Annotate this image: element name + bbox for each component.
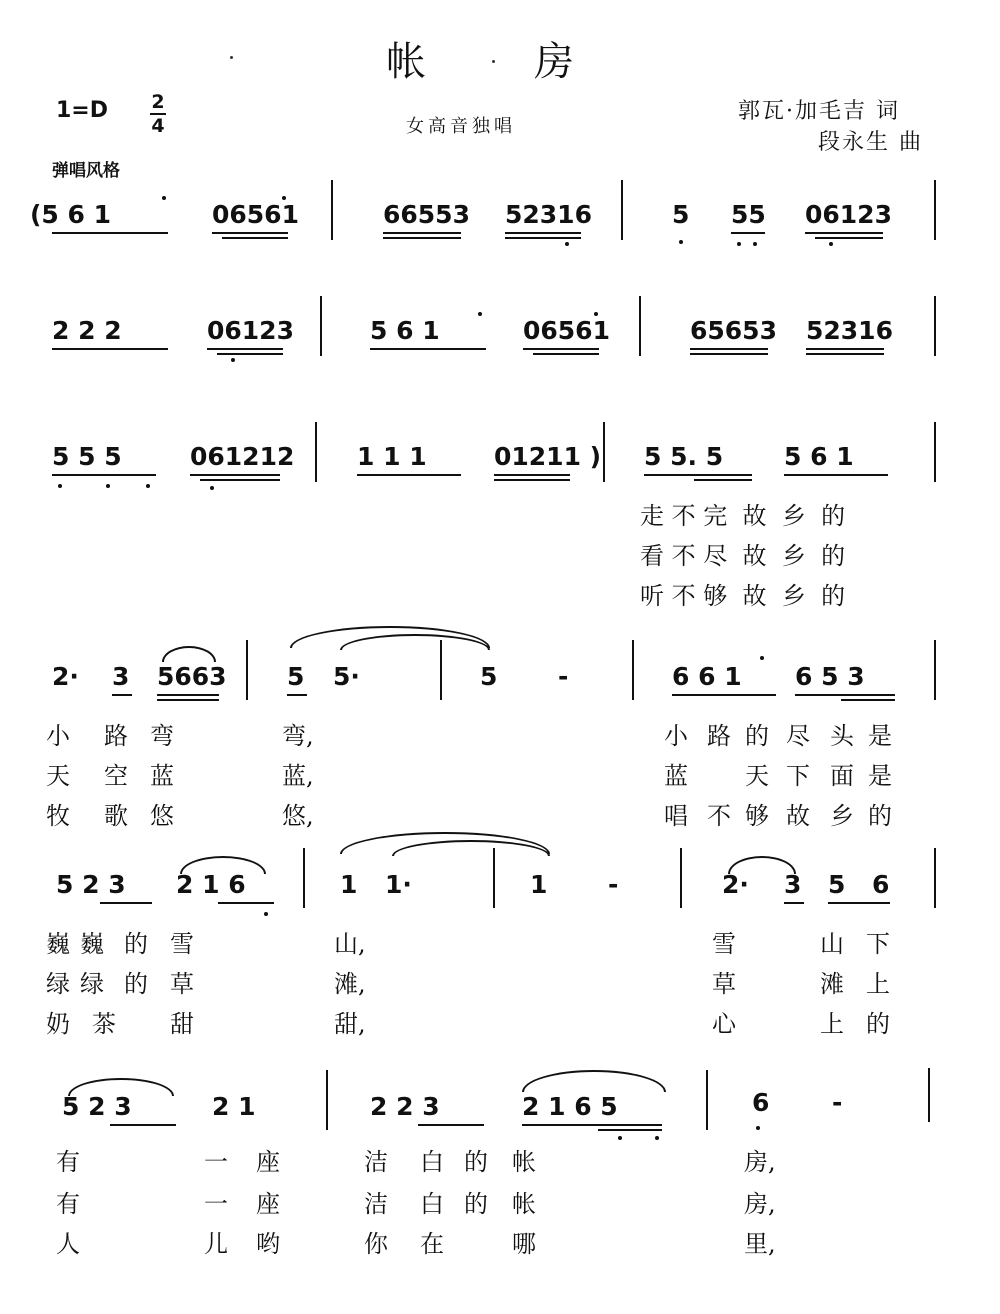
note-dotted: 2· <box>52 662 79 691</box>
beam-line <box>784 474 888 476</box>
lyric-char: 不 <box>707 802 731 830</box>
low-octave-dot <box>829 242 833 246</box>
lyric-char: 白 <box>420 1148 444 1176</box>
note-group: 6 6 1 <box>672 662 742 691</box>
beam-line <box>795 694 895 696</box>
low-octave-dot <box>210 486 214 490</box>
meter-top: 2 <box>151 91 165 113</box>
beam-line <box>523 348 599 350</box>
barline <box>928 1068 930 1122</box>
note-group: 5 <box>672 200 690 229</box>
note-group: 06123 <box>207 316 294 345</box>
barline <box>493 848 495 908</box>
lyric-char: 的 <box>821 502 846 530</box>
barline <box>440 640 442 700</box>
beam-line <box>190 474 280 476</box>
lyric-char: 雪 <box>170 930 194 958</box>
lyric-char: 的 <box>821 542 846 570</box>
lyric-char: 上 <box>866 970 890 998</box>
lyric-char: 弯 <box>150 722 174 750</box>
lyric-char: 甜, <box>334 1010 366 1038</box>
note: 3 <box>112 662 130 691</box>
lyric-char: 小 <box>46 722 70 750</box>
beam-line <box>418 1124 484 1126</box>
lyric-char: 蓝, <box>282 762 314 790</box>
beam-line <box>217 353 283 355</box>
lyric-char: 下 <box>866 930 890 958</box>
low-octave-dot <box>58 484 62 488</box>
note-group: 66553 <box>383 200 470 229</box>
lyric-char: 牧 <box>46 802 70 830</box>
note-group: 2 1 <box>212 1092 256 1121</box>
lyric-char: 白 <box>420 1190 444 1218</box>
note-dotted: 2· <box>722 870 749 899</box>
lyric-char: 洁 <box>364 1190 388 1218</box>
lyric-char: 茶 <box>92 1010 116 1038</box>
beam-line <box>52 348 168 350</box>
lyric-char: 一 <box>204 1148 228 1176</box>
lyric-char: 乡 <box>781 542 806 570</box>
lyric-char: 的 <box>745 722 769 750</box>
dash: - <box>832 1088 843 1117</box>
beam-line <box>784 902 804 904</box>
lyric-line-verse-1 <box>640 496 845 531</box>
barline <box>320 296 322 356</box>
barline <box>934 180 936 240</box>
song-title-char-2: 房 <box>534 39 622 85</box>
note: 1 <box>530 870 548 899</box>
lyric-char: 乡 <box>781 582 806 610</box>
lyric-char: 有 <box>56 1148 80 1176</box>
note-group: 2 1 6 5 <box>522 1092 618 1121</box>
beam-line <box>805 232 883 234</box>
note-group: 5 6 1 <box>784 442 854 471</box>
note: 5 <box>480 662 498 691</box>
lyric-char: 的 <box>464 1190 488 1218</box>
scan-speck <box>492 60 495 63</box>
lyric-char: 的 <box>124 930 148 958</box>
lyric-char: 座 <box>256 1148 280 1176</box>
barline <box>680 848 682 908</box>
beam-line <box>731 232 765 234</box>
note-group: 1 1 1 <box>357 442 427 471</box>
low-octave-dot <box>618 1136 622 1140</box>
barline <box>639 296 641 356</box>
beam-line <box>828 902 890 904</box>
beam-line <box>157 694 219 696</box>
lyric-line-verse-3 <box>640 576 845 611</box>
dash: - <box>558 662 569 691</box>
beam-line <box>644 474 752 476</box>
lyric-char: 哪 <box>512 1230 536 1258</box>
beam-line <box>100 902 152 904</box>
beam-line <box>218 902 274 904</box>
barline <box>934 848 936 908</box>
note-group: 01211 ) <box>494 442 602 471</box>
lyric-char: 心 <box>712 1010 736 1038</box>
barline <box>326 1070 328 1130</box>
lyric-char: 绿 <box>46 970 70 998</box>
lyric-char: 草 <box>712 970 736 998</box>
lyric-char: 山 <box>820 930 844 958</box>
lyric-char: 巍 <box>80 930 104 958</box>
beam-line <box>157 699 219 701</box>
lyric-char: 的 <box>464 1148 488 1176</box>
beam-line <box>806 353 884 355</box>
performance-note: 女高音独唱 <box>406 116 516 137</box>
note-group: 06123 <box>805 200 892 229</box>
lyric-char: 帐 <box>512 1148 536 1176</box>
lyric-char: 儿 <box>204 1230 228 1258</box>
barline <box>603 422 605 482</box>
beam-line <box>505 232 581 234</box>
composer-credit: 段永生 曲 <box>818 130 923 155</box>
note-group: 5663 <box>157 662 227 691</box>
lyric-char: 唱 <box>664 802 688 830</box>
note-group: 52316 <box>505 200 592 229</box>
lyric-char: 哟 <box>256 1230 280 1258</box>
beam-line <box>52 474 156 476</box>
lyric-char: 悠 <box>150 802 174 830</box>
barline <box>934 422 936 482</box>
beam-line <box>694 479 752 481</box>
note-group: 06561 <box>523 316 610 345</box>
time-signature <box>150 92 166 136</box>
lyric-char: 路 <box>707 722 731 750</box>
low-octave-dot <box>679 240 683 244</box>
lyric-char: 走 <box>640 502 664 530</box>
note-group: 52316 <box>806 316 893 345</box>
lyric-char: 听 <box>640 582 664 610</box>
barline <box>621 180 623 240</box>
beam-line <box>841 699 895 701</box>
lyric-char: 看 <box>640 542 664 570</box>
note-group: 2 1 6 <box>176 870 246 899</box>
note: 5 <box>828 870 846 899</box>
note-group: 5 5. 5 <box>644 442 724 471</box>
barline <box>706 1070 708 1130</box>
beam-line <box>505 237 581 239</box>
note-group: 5 2 3 <box>62 1092 132 1121</box>
lyric-char: 帐 <box>512 1190 536 1218</box>
beam-line <box>494 479 570 481</box>
beam-line <box>370 348 486 350</box>
lyric-char: 乡 <box>830 802 854 830</box>
high-octave-dot <box>282 196 286 200</box>
lyric-char: 是 <box>868 762 892 790</box>
beam-line <box>383 232 461 234</box>
low-octave-dot <box>565 242 569 246</box>
beam-line <box>200 479 280 481</box>
lyric-char: 下 <box>786 762 810 790</box>
lyric-char: 座 <box>256 1190 280 1218</box>
lyric-char: 尽 <box>786 722 810 750</box>
beam-line <box>222 237 288 239</box>
barline <box>331 180 333 240</box>
style-note: 弹唱风格 <box>52 161 120 181</box>
beam-line <box>383 237 461 239</box>
scan-speck <box>230 56 233 59</box>
beam-line <box>690 348 768 350</box>
lyric-char: 路 <box>104 722 128 750</box>
lyric-char: 不 <box>671 582 696 610</box>
lyric-char: 一 <box>204 1190 228 1218</box>
lyric-char: 故 <box>786 802 810 830</box>
high-octave-dot <box>162 196 166 200</box>
note-group: 06561 <box>212 200 299 229</box>
low-octave-dot <box>106 484 110 488</box>
beam-line <box>207 348 283 350</box>
lyric-char: 弯, <box>282 722 314 750</box>
lyric-char: 滩, <box>334 970 366 998</box>
beam-line <box>494 474 570 476</box>
lyric-char: 房, <box>744 1148 776 1176</box>
lyric-char: 上 <box>820 1010 844 1038</box>
beam-line <box>806 348 884 350</box>
beam-line <box>110 1124 176 1126</box>
dash: - <box>608 870 619 899</box>
slur-tie <box>162 646 216 662</box>
lyric-char: 蓝 <box>664 762 688 790</box>
beam-line <box>533 353 599 355</box>
low-octave-dot <box>264 912 268 916</box>
lyric-char: 巍 <box>46 930 70 958</box>
lyric-char: 够 <box>745 802 769 830</box>
barline <box>934 296 936 356</box>
lyric-char: 山, <box>334 930 366 958</box>
beam-line <box>112 694 132 696</box>
lyric-char: 人 <box>56 1230 80 1258</box>
lyric-char: 悠, <box>282 802 314 830</box>
lyric-char: 乡 <box>781 502 806 530</box>
lyric-char: 里, <box>744 1230 776 1258</box>
lyric-char: 滩 <box>820 970 844 998</box>
key-signature: 1=D <box>56 98 109 123</box>
beam-line <box>522 1124 662 1126</box>
lyric-char: 的 <box>868 802 892 830</box>
lyric-char: 甜 <box>170 1010 194 1038</box>
lyric-char: 歌 <box>104 802 128 830</box>
note-group: 061212 <box>190 442 295 471</box>
note-group: 6 5 3 <box>795 662 865 691</box>
lyric-char: 在 <box>420 1230 444 1258</box>
low-octave-dot <box>655 1136 659 1140</box>
lyric-char: 奶 <box>46 1010 70 1038</box>
lyric-char: 不 <box>671 542 696 570</box>
meter-bottom: 4 <box>151 115 165 137</box>
lyric-char: 绿 <box>80 970 104 998</box>
note-group: (5 6 1 <box>30 200 112 229</box>
note: 3 <box>784 870 802 899</box>
low-octave-dot <box>756 1126 760 1130</box>
beam-line <box>815 237 883 239</box>
lyric-char: 天 <box>745 762 769 790</box>
note-group: 5 2 3 <box>56 870 126 899</box>
lyric-char: 小 <box>664 722 688 750</box>
note-group: 2 2 3 <box>370 1092 440 1121</box>
lyric-char: 有 <box>56 1190 80 1218</box>
lyric-char: 天 <box>46 762 70 790</box>
barline <box>246 640 248 700</box>
high-octave-dot <box>478 312 482 316</box>
high-octave-dot <box>760 656 764 660</box>
note: 1 <box>340 870 358 899</box>
barline <box>303 848 305 908</box>
song-title-char-1: 帐 <box>386 39 474 85</box>
high-octave-dot <box>594 312 598 316</box>
lyric-char: 够 <box>703 582 728 610</box>
lyric-char: 故 <box>742 542 767 570</box>
note-group: 65653 <box>690 316 777 345</box>
lyricist-credit: 郭瓦·加毛吉 词 <box>738 99 900 124</box>
barline <box>632 640 634 700</box>
beam-line <box>690 353 768 355</box>
lyric-char: 的 <box>866 1010 890 1038</box>
lyric-char: 草 <box>170 970 194 998</box>
note-group: 5 6 1 <box>370 316 440 345</box>
note: 5 <box>287 662 305 691</box>
lyric-char: 故 <box>742 502 767 530</box>
lyric-char: 尽 <box>703 542 728 570</box>
low-octave-dot <box>753 242 757 246</box>
lyric-char: 房, <box>744 1190 776 1218</box>
lyric-char: 的 <box>124 970 148 998</box>
lyric-line-verse-2 <box>640 536 845 571</box>
slur-tie <box>522 1070 666 1092</box>
note-group: 2 2 2 <box>52 316 122 345</box>
lyric-char: 雪 <box>712 930 736 958</box>
lyric-char: 不 <box>671 502 696 530</box>
lyric-char: 空 <box>104 762 128 790</box>
note-group: 55 <box>731 200 766 229</box>
lyric-char: 你 <box>364 1230 388 1258</box>
note: 6 <box>752 1088 770 1117</box>
lyric-char: 洁 <box>364 1148 388 1176</box>
beam-line <box>212 232 288 234</box>
beam-line <box>287 694 307 696</box>
barline <box>934 640 936 700</box>
lyric-char: 蓝 <box>150 762 174 790</box>
low-octave-dot <box>231 358 235 362</box>
barline <box>315 422 317 482</box>
beam-line <box>357 474 461 476</box>
low-octave-dot <box>146 484 150 488</box>
note-dotted: 5· <box>333 662 360 691</box>
low-octave-dot <box>737 242 741 246</box>
lyric-char: 故 <box>742 582 767 610</box>
lyric-char: 是 <box>868 722 892 750</box>
note-dotted: 1· <box>385 870 412 899</box>
lyric-char: 头 <box>830 722 854 750</box>
beam-line <box>672 694 776 696</box>
lyric-char: 完 <box>703 502 728 530</box>
note: 6 <box>872 870 890 899</box>
lyric-char: 面 <box>830 762 854 790</box>
lyric-char: 的 <box>821 582 846 610</box>
lyric-line-verse-1 <box>46 716 70 751</box>
note-group: 5 5 5 <box>52 442 122 471</box>
beam-line <box>598 1129 662 1131</box>
beam-line <box>52 232 168 234</box>
